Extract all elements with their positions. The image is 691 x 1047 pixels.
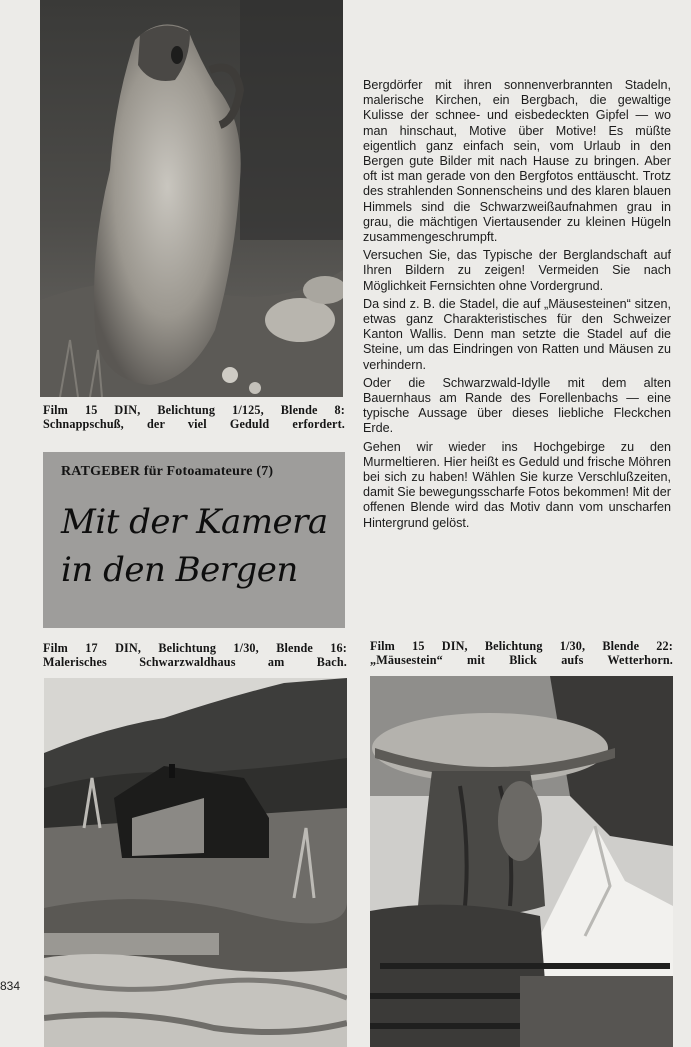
marmot-photo [40, 0, 343, 397]
article-paragraph: Oder die Schwarzwald-Idylle mit dem alten Bauernhaus am Rande des Forellenbachs — eine typische Aussage über dieses liebliche Fleckchen Erde. [363, 375, 671, 436]
mousestone-photo [370, 676, 673, 1047]
farmhouse-photo-caption [43, 642, 347, 669]
article-paragraph: Da sind z. B. die Stadel, die auf „Mäusesteinen“ sitzen, etwas ganz Charakteristisches für den Schweizer Kanton Wallis. Denn man setzte die Stadel auf die Steine, um das Eindringen von Ratten und Mäusen zu verhindern. [363, 296, 671, 372]
article-paragraph: Bergdörfer mit ihren sonnenverbrannten Stadeln, malerische Kirchen, ein Bergbach, die gewaltige Kulisse der schnee- und eisbedeckten Gipfel — wo man hinschaut, Motive über Motive! Es müßte eigentlich ganz einfach sein, vom Urlaub in den Bergen gute Bilder mit nach Hause zu bringen. Aber oft ist man gerade von den Bergfotos enttäuscht. Trotz des strahlenden Sonnenscheins und des klaren blauen Himmels sind die Schwarzweißaufnahmen grau in grau, die mächtigen Viertausender zu kleinen Hügeln zusammengeschrumpft. [363, 78, 671, 245]
farmhouse-photo [44, 678, 347, 1047]
caption-line: Film 15 DIN, Belichtung 1/125, Blende 8: [43, 403, 345, 417]
article-body [363, 78, 671, 534]
mousestone-photo-caption [370, 640, 673, 667]
series-kicker: RATGEBER für Fotoamateure (7) [61, 464, 274, 479]
caption-line: Film 15 DIN, Belichtung 1/30, Blende 22: [370, 639, 673, 653]
page-number: 834 [0, 979, 21, 993]
marmot-photo-caption [43, 404, 345, 431]
series-title-box [43, 452, 345, 628]
article-paragraph: Gehen wir wieder ins Hochgebirge zu den Murmeltieren. Hier heißt es Geduld und frische Möhren bei sich zu haben! Wählen Sie kurze Verschlußzeiten, damit Sie bewegungsscharfe Fotos bekommen! Mit der offenen Blende wird das Motiv dann vom unscharfen Hintergrund gelöst. [363, 439, 671, 530]
caption-line: Schnappschuß, der viel Geduld erfordert. [43, 416, 345, 431]
article-title-line: in den Bergen [61, 550, 298, 590]
caption-line: Malerisches Schwarzwaldhaus am Bach. [43, 654, 347, 669]
article-paragraph: Versuchen Sie, das Typische der Berglandschaft auf Ihren Bildern zu zeigen! Vermeiden Sie nach Möglichkeit Fernsichten ohne Vordergrund. [363, 248, 671, 293]
caption-line: „Mäusestein“ mit Blick aufs Wetterhorn. [370, 652, 673, 667]
caption-line: Film 17 DIN, Belichtung 1/30, Blende 16: [43, 641, 347, 655]
article-title-line: Mit der Kamera [61, 502, 328, 542]
article-title [61, 498, 341, 594]
